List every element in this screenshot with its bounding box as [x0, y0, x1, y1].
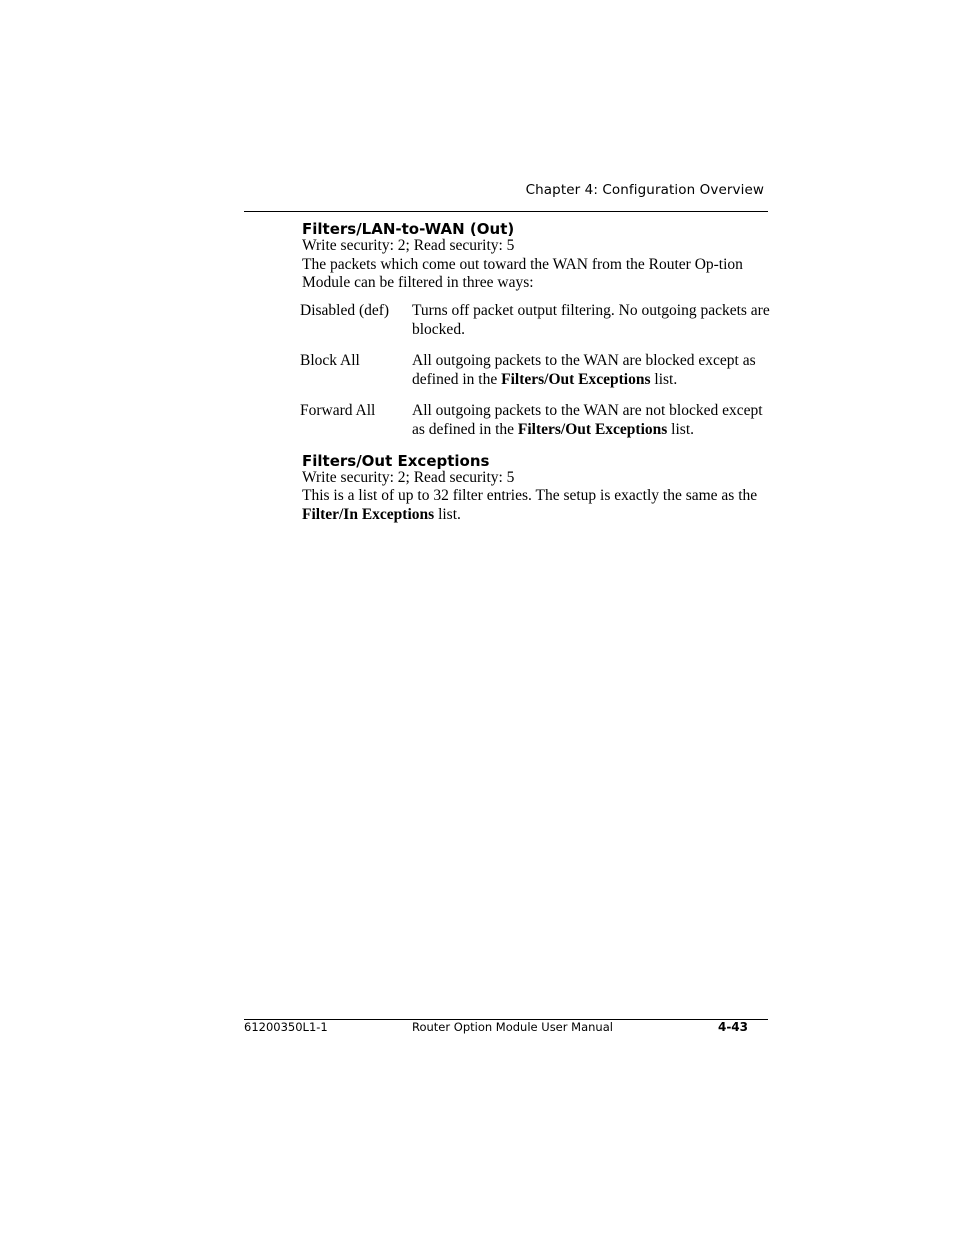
footer-manual-title: Router Option Module User Manual: [412, 1020, 613, 1034]
body-text-end: list.: [434, 505, 461, 523]
option-description: [412, 351, 770, 389]
option-description: [412, 401, 770, 439]
section-title: Filters/LAN-to-WAN (Out): [302, 220, 515, 238]
security-line: Write security: 2; Read security: 5: [302, 237, 515, 254]
option-row: [300, 401, 770, 439]
desc-text-end: list.: [650, 370, 678, 388]
option-term: Block All: [300, 351, 360, 369]
option-row: [300, 301, 770, 339]
option-row: [300, 351, 770, 389]
desc-text-end: list.: [667, 420, 694, 438]
page-content: [302, 219, 768, 524]
desc-bold: Filters/Out Exceptions: [501, 370, 651, 388]
security-line: Write security: 2; Read security: 5: [302, 468, 515, 486]
footer-doc-number: 61200350L1-1: [244, 1020, 328, 1034]
footer-page-number: 4-43: [717, 1020, 748, 1034]
section-filters-lan-to-wan: [302, 219, 768, 439]
body-bold: Filter/In Exceptions: [302, 505, 435, 523]
desc-text: All outgoing packets to the WAN are blocked except as defined in the: [412, 351, 756, 388]
option-term: Disabled (def): [300, 301, 390, 319]
body-paragraph: [302, 487, 768, 524]
section-title: Filters/Out Exceptions: [302, 451, 490, 470]
desc-text: All outgoing packets to the WAN are not blocked except as defined in the: [412, 401, 763, 438]
option-list: [300, 301, 770, 439]
option-description: [412, 301, 770, 339]
desc-bold: Filters/Out Exceptions: [517, 420, 668, 438]
section-filters-out-exceptions: [302, 451, 768, 525]
body-text: This is a list of up to 32 filter entries. The setup is exactly the same as the: [302, 487, 758, 504]
header-rule: [244, 211, 768, 212]
running-head: Chapter 4: Configuration Overview: [525, 182, 764, 198]
desc-text: Turns off packet output filtering. No outgoing packets are blocked.: [412, 301, 770, 338]
option-term: Forward All: [300, 401, 376, 419]
intro-paragraph: The packets which come out toward the WAN from the Router Op-tion Module can be filtered in three ways:: [302, 255, 743, 291]
